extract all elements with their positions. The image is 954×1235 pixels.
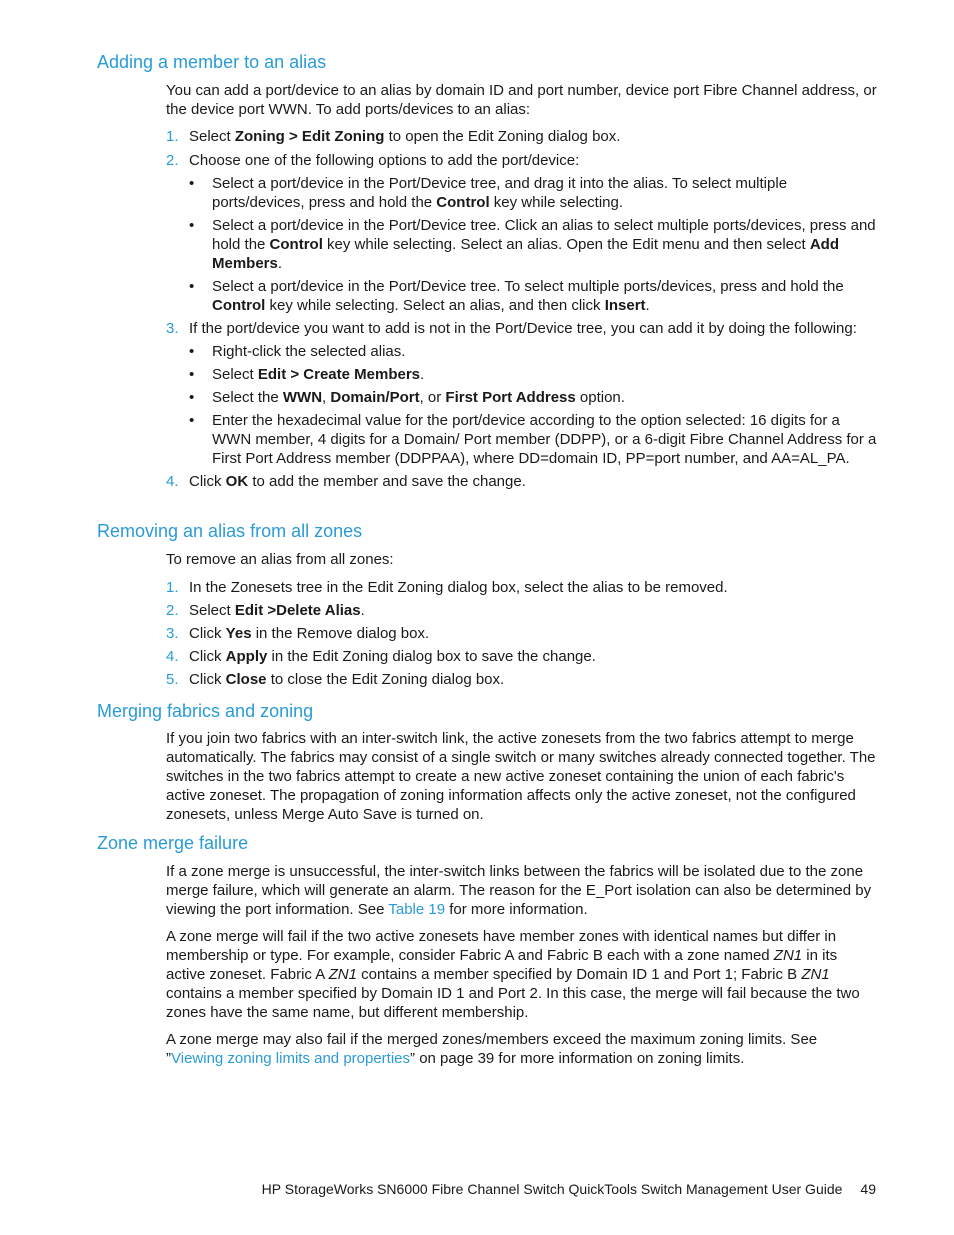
bullet-item: • Select a port/device in the Port/Device tree, and drag it into the alias. To select multiple ports/devices, press and hold the Control key while selecting. bbox=[189, 175, 788, 211]
bullet-glyph: • bbox=[189, 366, 195, 383]
heading-merging-fabrics: Merging fabrics and zoning bbox=[97, 701, 314, 721]
step-number: 3. bbox=[166, 320, 179, 337]
intro-removing-alias: To remove an alias from all zones: bbox=[166, 551, 394, 568]
step-number: 2. bbox=[166, 602, 179, 619]
page-number: 49 bbox=[860, 1181, 876, 1197]
bullet-glyph: • bbox=[189, 389, 195, 406]
step-item: 2. Select Edit >Delete Alias. bbox=[166, 602, 365, 619]
merging-fabrics-body: If you join two fabrics with an inter-switch link, the active zonesets from the two fabrics attempt to merge automatically. The fabrics may consist of a single switch or many switches already connected together. The switches in the two fabrics attempt to create a new active zoneset containing the union of each fabric's active zoneset. The propagation of zoning information affects only the active zoneset, not the configured zonesets, unless Merge Auto Save is turned on. bbox=[166, 730, 876, 823]
zone-merge-p1: If a zone merge is unsuccessful, the inter-switch links between the fabrics will be isolated due to the zone merge failure, which will generate an alarm. The reason for the E_Port isolation can also be determined by viewing the port information. See Table 19 for more information. bbox=[166, 863, 872, 918]
step-item: 5. Click Close to close the Edit Zoning dialog box. bbox=[166, 671, 505, 688]
page-footer bbox=[262, 1180, 876, 1198]
bullet-item: • Select a port/device in the Port/Device tree. To select multiple ports/devices, press and hold the Control key while selecting. Select an alias, and then click Insert. bbox=[189, 278, 844, 314]
bullet-glyph: • bbox=[189, 343, 195, 360]
zone-merge-p3: A zone merge may also fail if the merged zones/members exceed the maximum zoning limits. See ”Viewing zoning limits and properties” on page 39 for more information on zoning limits. bbox=[166, 1031, 818, 1067]
bullet-list bbox=[189, 174, 878, 315]
heading-removing-alias: Removing an alias from all zones bbox=[97, 521, 363, 541]
bullet-item: • Right-click the selected alias. bbox=[189, 343, 406, 360]
step-number: 3. bbox=[166, 625, 179, 642]
step-item: 3. Click Yes in the Remove dialog box. bbox=[166, 625, 430, 642]
viewing-zoning-limits-link[interactable]: Viewing zoning limits and properties bbox=[171, 1050, 411, 1067]
step-item: 4. Click OK to add the member and save the change. bbox=[166, 473, 526, 490]
ui-path: Zoning > Edit Zoning bbox=[234, 128, 385, 145]
bullet-glyph: • bbox=[189, 412, 195, 429]
step-number: 4. bbox=[166, 648, 179, 665]
step-number: 1. bbox=[166, 128, 179, 145]
step-item: 4. Click Apply in the Edit Zoning dialog box to save the change. bbox=[166, 648, 596, 665]
bullet-glyph: • bbox=[189, 175, 195, 192]
step-number: 5. bbox=[166, 671, 179, 688]
bullet-item: • Select Edit > Create Members. bbox=[189, 366, 425, 383]
step-item: 1. In the Zonesets tree in the Edit Zoning dialog box, select the alias to be removed. bbox=[166, 579, 728, 596]
bullet-glyph: • bbox=[189, 278, 195, 295]
step-number: 4. bbox=[166, 473, 179, 490]
steps-adding-member bbox=[166, 127, 878, 491]
steps-removing-alias bbox=[166, 578, 878, 689]
step-item: 3. If the port/device you want to add is not in the Port/Device tree, you can add it by doing the following: • Right-click the selected alias. • Select Edit > Create Members. • Select the WWN, Domain/Port, or First Port Address option. • Enter the hexadecimal value for the port/device according to the option selected: 16 digits for a WWN member, 4 digits for a Domain/ Port member (DDPP), or a 6-digit Fibre Channel Address for a First Port Address member (DDPPAA), where DD=domain ID, PP=port number, and AA=AL_PA. bbox=[166, 320, 877, 467]
step-number: 1. bbox=[166, 579, 179, 596]
zone-merge-p2: A zone merge will fail if the two active zonesets have member zones with identical names but differ in membership or type. For example, consider Fabric A and Fabric B each with a zone named ZN1 in its active zoneset. Fabric A ZN1 contains a member specified by Domain ID 1 and Port 1; Fabric B ZN1 contains a member specified by Domain ID 1 and Port 2. In this case, the merge will fail because the two zones have the same name, but different membership. bbox=[166, 928, 860, 1021]
step-item: 2. Choose one of the following options to add the port/device: • Select a port/device in the Port/Device tree, and drag it into the alias. To select multiple ports/devices, press and hold the Control key while selecting. • Select a port/device in the Port/Device tree. Click an alias to select multiple ports/devices, press and hold the Control key while selecting. Select an alias. Open the Edit menu and then select Add Members. • Select a port/device in the Port/Device tree. To select multiple ports/devices, press and hold the Control key while selecting. Select an alias, and then click Insert. bbox=[166, 151, 878, 315]
table-19-link[interactable]: Table 19 bbox=[388, 901, 446, 918]
bullet-item: • Select a port/device in the Port/Device tree. Click an alias to select multiple ports/devices, press and hold the Control key while selecting. Select an alias. Open the Edit menu and then select Add Members. bbox=[189, 217, 876, 272]
intro-adding-member: You can add a port/device to an alias by domain ID and port number, device port Fibre Channel address, or the device port WWN. To add ports/devices to an alias: bbox=[166, 82, 877, 118]
bullet-glyph: • bbox=[189, 217, 195, 234]
heading-zone-merge-failure: Zone merge failure bbox=[97, 833, 249, 853]
bullet-item: • Enter the hexadecimal value for the port/device according to the option selected: 16 digits for a WWN member, 4 digits for a Domain/ Port member (DDPP), or a 6-digit Fibre Channel Address for a First Port Address member (DDPPAA), where DD=domain ID, PP=port number, and AA=AL_PA. bbox=[189, 412, 877, 467]
bullet-list bbox=[189, 342, 878, 468]
bullet-item: • Select the WWN, Domain/Port, or First Port Address option. bbox=[189, 389, 625, 406]
footer-title: HP StorageWorks SN6000 Fibre Channel Switch QuickTools Switch Management User Guide bbox=[261, 1181, 843, 1197]
step-number: 2. bbox=[166, 152, 179, 169]
step-item: 1. Select Zoning > Edit Zoning to open the Edit Zoning dialog box. bbox=[166, 128, 621, 145]
heading-adding-member: Adding a member to an alias bbox=[97, 52, 327, 72]
